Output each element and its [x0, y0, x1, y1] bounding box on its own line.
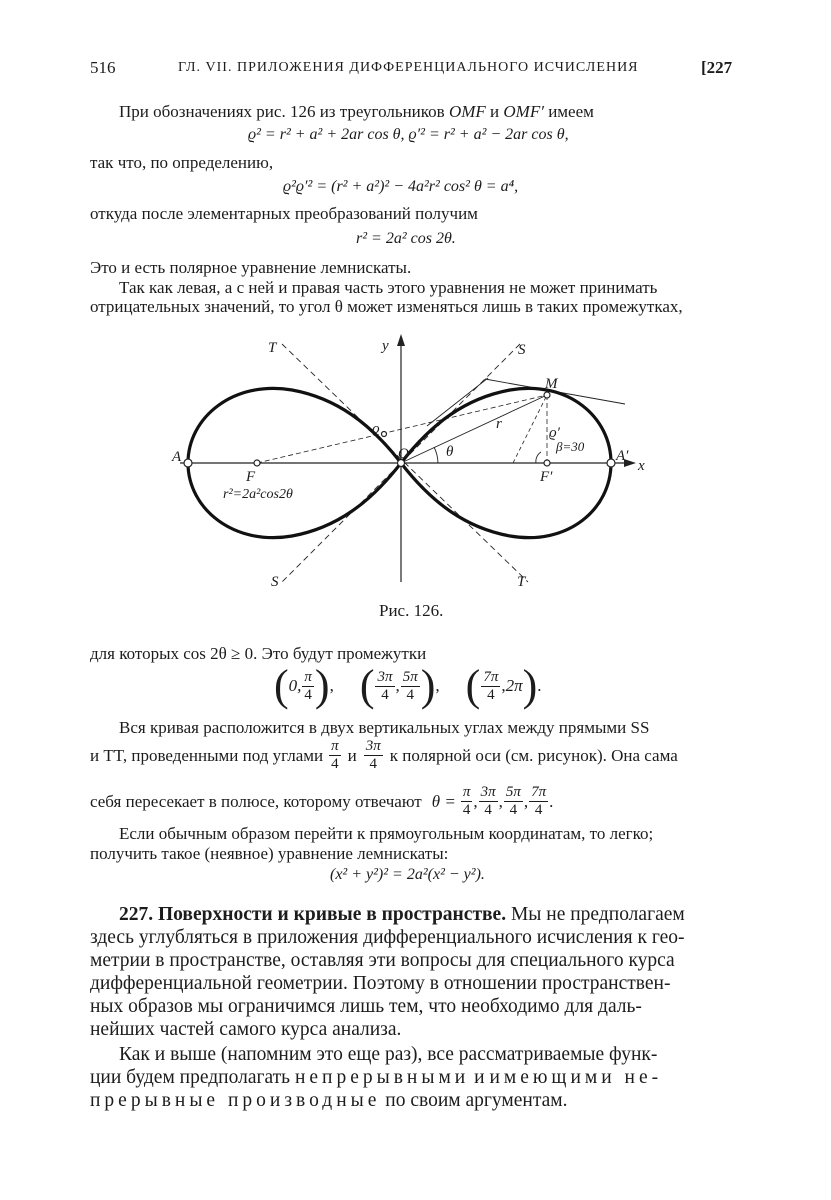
equation-product: ϱ²ϱ′² = (r² + a²)² − 4a²r² cos² θ = a⁴,: [283, 178, 519, 195]
text-run: и: [347, 745, 357, 765]
label-curve-equation: r²=2a²cos2θ: [223, 487, 293, 502]
interval-start: 0,: [288, 676, 302, 695]
close-paren: ): [314, 661, 330, 710]
intervals-row: [274, 661, 568, 710]
section-227-line-4: дифференциальной геометрии. Поэтому в отношении пространствен-: [90, 973, 671, 994]
numerator: 3π: [365, 738, 381, 754]
label-f-prime: F′: [540, 469, 553, 485]
label-t-top: T: [268, 340, 277, 356]
paragraph-triangles: [119, 101, 594, 123]
label-rho: ϱ: [372, 421, 380, 437]
text-run: При обозначениях рис. 126 из треугольников: [119, 102, 449, 121]
text-if-line-1: Если обычным образом перейти к прямоугольным координатам, то легко;: [119, 824, 654, 843]
figure-caption: Рис. 126.: [379, 601, 444, 620]
text-polar-equation: Это и есть полярное уравнение лемнискаты.: [90, 258, 412, 277]
line-normal: [513, 395, 547, 463]
beta-arc: [536, 452, 541, 463]
point-a-prime: [607, 459, 615, 467]
text-run: и: [469, 1067, 490, 1088]
interval-1: ( 0, $\frac{\pi}{4}$ ) ,: [274, 661, 334, 710]
label-theta: θ: [446, 444, 454, 460]
text-run: имеем: [543, 102, 594, 121]
fraction: [481, 669, 500, 704]
label-s-bottom: S: [271, 574, 279, 590]
label-m: M: [545, 376, 558, 392]
point-m: [544, 392, 550, 398]
denominator: 4: [479, 801, 498, 819]
label-s-top: S: [518, 342, 526, 358]
label-f: F: [246, 469, 256, 485]
last-paragraph-line-2: [90, 1066, 662, 1090]
theta-equals: θ =: [431, 791, 456, 811]
numerator: 3π: [480, 784, 496, 800]
text-since-line-1: Так как левая, а с ней и правая часть этого уравнения не может принимать: [119, 278, 658, 297]
label-x: x: [638, 458, 645, 474]
fraction: [375, 669, 394, 704]
section-227-line-2: здесь углубляться в приложения дифференциального исчисления к гео-: [90, 927, 685, 948]
denominator: 4: [529, 801, 548, 819]
text-so-that: так что, по определению,: [90, 153, 274, 172]
label-a: A: [172, 449, 182, 465]
section-227-line-1: [119, 903, 685, 927]
numerator: 7π: [531, 784, 547, 800]
close-paren: ): [420, 661, 436, 710]
point-f: [254, 460, 260, 466]
interval-3: ( $\frac{7\pi}{4}$ , 2π ) .: [465, 661, 542, 710]
numerator: π: [304, 668, 312, 685]
text-self-intersect: себя пересекает в полюсе, которому отвечают θ = $\frac{\pi}{4}$ , $\frac{3\pi}{4}$ , $\frac{5\pi}{4}$ , $\frac{7\pi}{4}$ .: [90, 784, 554, 818]
point-f-prime: [544, 460, 550, 466]
point-a: [184, 459, 192, 467]
tangent-segment: [427, 378, 488, 426]
denominator: 4: [375, 686, 394, 704]
section-227-line-3: метрии в пространстве, оставляя эти вопросы для специального курса: [90, 950, 675, 971]
equation-rho-squared: ϱ² = r² + a² + 2ar cos θ, ϱ′² = r² + a² − 2ar cos θ,: [248, 126, 569, 143]
last-paragraph-line-3: [90, 1089, 567, 1113]
fraction: [302, 669, 314, 704]
theta-arc: [434, 447, 438, 463]
page-number: 516: [90, 58, 116, 77]
text-whence: откуда после элементарных преобразований получим: [90, 204, 478, 223]
section-227-line-6: нейших частей самого курса анализа.: [90, 1019, 402, 1040]
denominator: 4: [302, 686, 314, 704]
running-title: ГЛ. VII. ПРИЛОЖЕНИЯ ДИФФЕРЕНЦИАЛЬНОГО ИСЧИСЛЕНИЯ: [178, 60, 639, 75]
interval-2: ( $\frac{3\pi}{4}$ , $\frac{5\pi}{4}$ ) ,: [359, 661, 440, 710]
text-whole-line-1: Вся кривая расположится в двух вертикальных углах между прямыми SS: [119, 718, 650, 737]
denominator: 4: [329, 755, 341, 773]
open-paren: (: [359, 661, 375, 710]
angle-pi-over-4: [329, 738, 341, 773]
numerator: π: [462, 784, 471, 800]
label-y: y: [382, 338, 389, 354]
label-r: r: [496, 416, 502, 432]
triangle-omf: OMF: [448, 102, 486, 121]
spaced-term-hyphen: не-: [615, 1067, 663, 1088]
label-beta: β=30: [556, 439, 585, 454]
close-paren: ): [522, 661, 538, 710]
last-paragraph-line-1: Как и выше (напомним это еще раз), все рассматриваемые функ-: [119, 1044, 658, 1065]
denominator: 4: [481, 686, 500, 704]
numerator: 5π: [402, 668, 418, 685]
section-227-line-5: ных образов мы ограничимся лишь тем, что необходимо для даль-: [90, 996, 642, 1017]
open-paren: (: [465, 661, 481, 710]
equation-cartesian: (x² + y²)² = 2a²(x² − y²).: [330, 866, 485, 883]
spaced-term-having: имеющими: [489, 1067, 616, 1088]
denominator: 4: [401, 686, 420, 704]
text-since-line-2: отрицательных значений, то угол θ может изменяться лишь в таких промежутках,: [90, 297, 683, 316]
spaced-term-derivatives: прерывные производные: [90, 1090, 381, 1111]
text-for-which: для которых cos 2θ ≥ 0. Это будут промежутки: [90, 644, 427, 663]
label-o: O: [398, 446, 409, 462]
text-run: ции будем предполагать: [90, 1067, 295, 1088]
point-rho: [382, 432, 387, 437]
numerator: 5π: [505, 784, 521, 800]
denominator: 4: [364, 755, 383, 773]
section-reference: [227: [701, 58, 733, 77]
theta-value-1: [461, 784, 473, 819]
theta-value-4: [529, 784, 548, 819]
interval-end: 2π: [505, 676, 523, 695]
numerator: 7π: [483, 668, 499, 685]
text-run: и: [485, 102, 504, 121]
fraction: [401, 669, 420, 704]
denominator: 4: [504, 801, 523, 819]
y-arrow: [397, 334, 405, 346]
text-run: по своим аргументам.: [380, 1090, 568, 1111]
text-whole-line-2: [90, 738, 678, 773]
lemniscate-figure: [160, 328, 660, 600]
text-run: Мы не предполагаем: [510, 904, 685, 925]
text-run: себя пересекает в полюсе, которому отвечают: [90, 791, 422, 811]
equation-lemniscate-polar: r² = 2a² cos 2θ.: [356, 230, 456, 247]
text-run: к полярной оси (см. рисунок). Она сама: [389, 745, 678, 765]
numerator: π: [331, 738, 339, 754]
triangle-omf-prime: OMF′: [503, 102, 544, 121]
theta-value-3: [504, 784, 523, 819]
label-t-bottom: T: [517, 574, 526, 590]
angle-3pi-over-4: [364, 738, 383, 773]
open-paren: (: [274, 661, 289, 710]
text-if-line-2: получить такое (неявное) уравнение лемнискаты:: [90, 844, 449, 863]
numerator: 3π: [377, 668, 393, 685]
section-title: 227. Поверхности и кривые в пространстве.: [119, 904, 507, 925]
spaced-term-continuous: непрерывными: [294, 1067, 470, 1088]
label-rho-prime: ϱ′: [549, 425, 560, 441]
radius-vector: [401, 395, 547, 463]
text-run: и TT, проведенными под углами: [90, 745, 324, 765]
denominator: 4: [461, 801, 473, 819]
theta-value-2: [479, 784, 498, 819]
label-a-prime: A′: [616, 448, 629, 464]
